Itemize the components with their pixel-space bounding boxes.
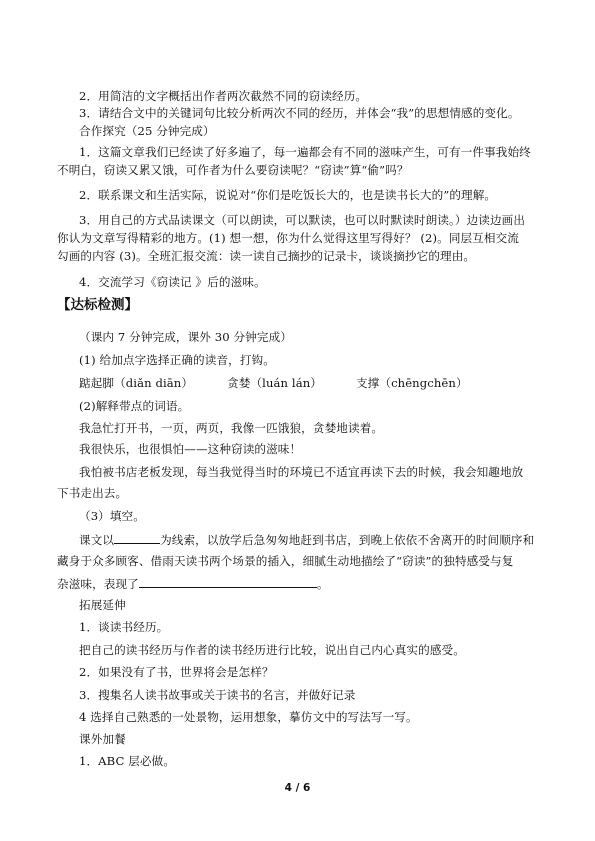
cooperative-inquiry-title: 合作探究（25 分钟完成） <box>79 124 215 138</box>
sentence-1: 我急忙打开书，一页，两页，我像一匹饿狼，贪婪地读着。 <box>79 421 384 435</box>
fill-blank-line-1: 课文以 为线索，以放学后急匆匆地赶到书店，到晚上依依不舍离开的时间顺序和 <box>79 533 535 547</box>
cooperative-item-3-line-1: 3．用自己的方式品读课文（可以朗读，可以默读，也可以时默读时朗读。）边读边画出 <box>79 213 526 227</box>
sentence-3-line-2: 下书走出去。 <box>57 486 128 500</box>
fill-blank-line-3: 杂滋味，表现了 。 <box>57 577 329 591</box>
extension-item-2: 2．如果没有了书，世界将会是怎样？ <box>79 665 274 679</box>
pinyin-choice-dianqijiao: 踮起脚（diǎn diān） <box>79 376 194 390</box>
answer-blank-clue[interactable] <box>114 532 160 544</box>
extension-item-1-detail: 把自己的读书经历与作者的读书经历进行比较，说出自己内心真实的感受。 <box>79 643 465 657</box>
extension-item-1: 1．谈读书经历。 <box>79 620 169 634</box>
extension-item-4: 4 选择自己熟悉的一处景物，运用想象，摹仿文中的写法写一写。 <box>79 710 418 724</box>
cooperative-item-1-line-1: 1．这篇文章我们已经读了好多遍了，每一遍都会有不同的滋味产生，可有一件事我始终 <box>79 145 531 159</box>
cooperative-item-1-line-2: 不明白，窃读又累又饿，可作者为什么要窃读呢？“窃读”算“偷”吗？ <box>57 163 409 177</box>
pinyin-choices <box>79 376 468 391</box>
task-1-instruction: (1) 给加点字选择正确的读音，打钩。 <box>79 353 275 367</box>
cooperative-item-3-line-3: 勾画的内容 (3)。全班汇报交流：读一读自己摘抄的记录卡，谈谈摘抄它的理由。 <box>57 249 476 263</box>
sentence-2: 我很快乐，也很惧怕——这种窃读的滋味！ <box>79 442 302 456</box>
section-heading-assessment: 【达标检测】 <box>57 297 138 313</box>
cooperative-item-4: 4．交流学习《窃读记 》后的滋味。 <box>79 275 266 289</box>
extra-item-1: 1．ABC 层必做。 <box>79 754 176 768</box>
question-2: 2．用简洁的文字概括出作者两次截然不同的窃读经历。 <box>79 89 368 103</box>
page-number: 4 / 6 <box>284 782 311 794</box>
task-3-instruction: （3）填空。 <box>79 509 145 523</box>
task-2-instruction: (2)解释带点的词语。 <box>79 399 190 413</box>
answer-blank-theme[interactable] <box>139 576 317 588</box>
cooperative-item-2: 2．联系课文和生活实际，说说对“你们是吃饭长大的，也是读书长大的”的理解。 <box>79 188 497 202</box>
cooperative-item-3-line-2: 你认为文章写得精彩的地方。(1) 想一想，你为什么觉得这里写得好？ (2)。同层互相交流 <box>57 231 519 245</box>
fill-blank-line-2: 藏身于众多顾客、借雨天读书两个场景的插入，细腻生动地描绘了“窃读”的独特感受与复 <box>57 554 514 568</box>
sentence-3-line-1: 我怕被书店老板发现，每当我觉得当时的环境已不适宜再读下去的时候，我会知趣地放 <box>79 465 524 479</box>
extension-title: 拓展延伸 <box>79 598 126 612</box>
question-3: 3．请结合文中的关键词句比较分析两次不同的经历，并体会“我”的思想情感的变化。 <box>79 106 520 120</box>
pinyin-choice-tanlan: 贪婪（luán lán） <box>227 376 322 390</box>
extension-item-3: 3．搜集名人读书故事或关于读书的名言，并做好记录 <box>79 688 356 702</box>
extra-reading-title: 课外加餐 <box>79 732 126 746</box>
pinyin-choice-zhicheng: 支撑（chēngchēn） <box>355 376 468 390</box>
time-note: （课内 7 分钟完成，课外 30 分钟完成） <box>79 330 292 344</box>
